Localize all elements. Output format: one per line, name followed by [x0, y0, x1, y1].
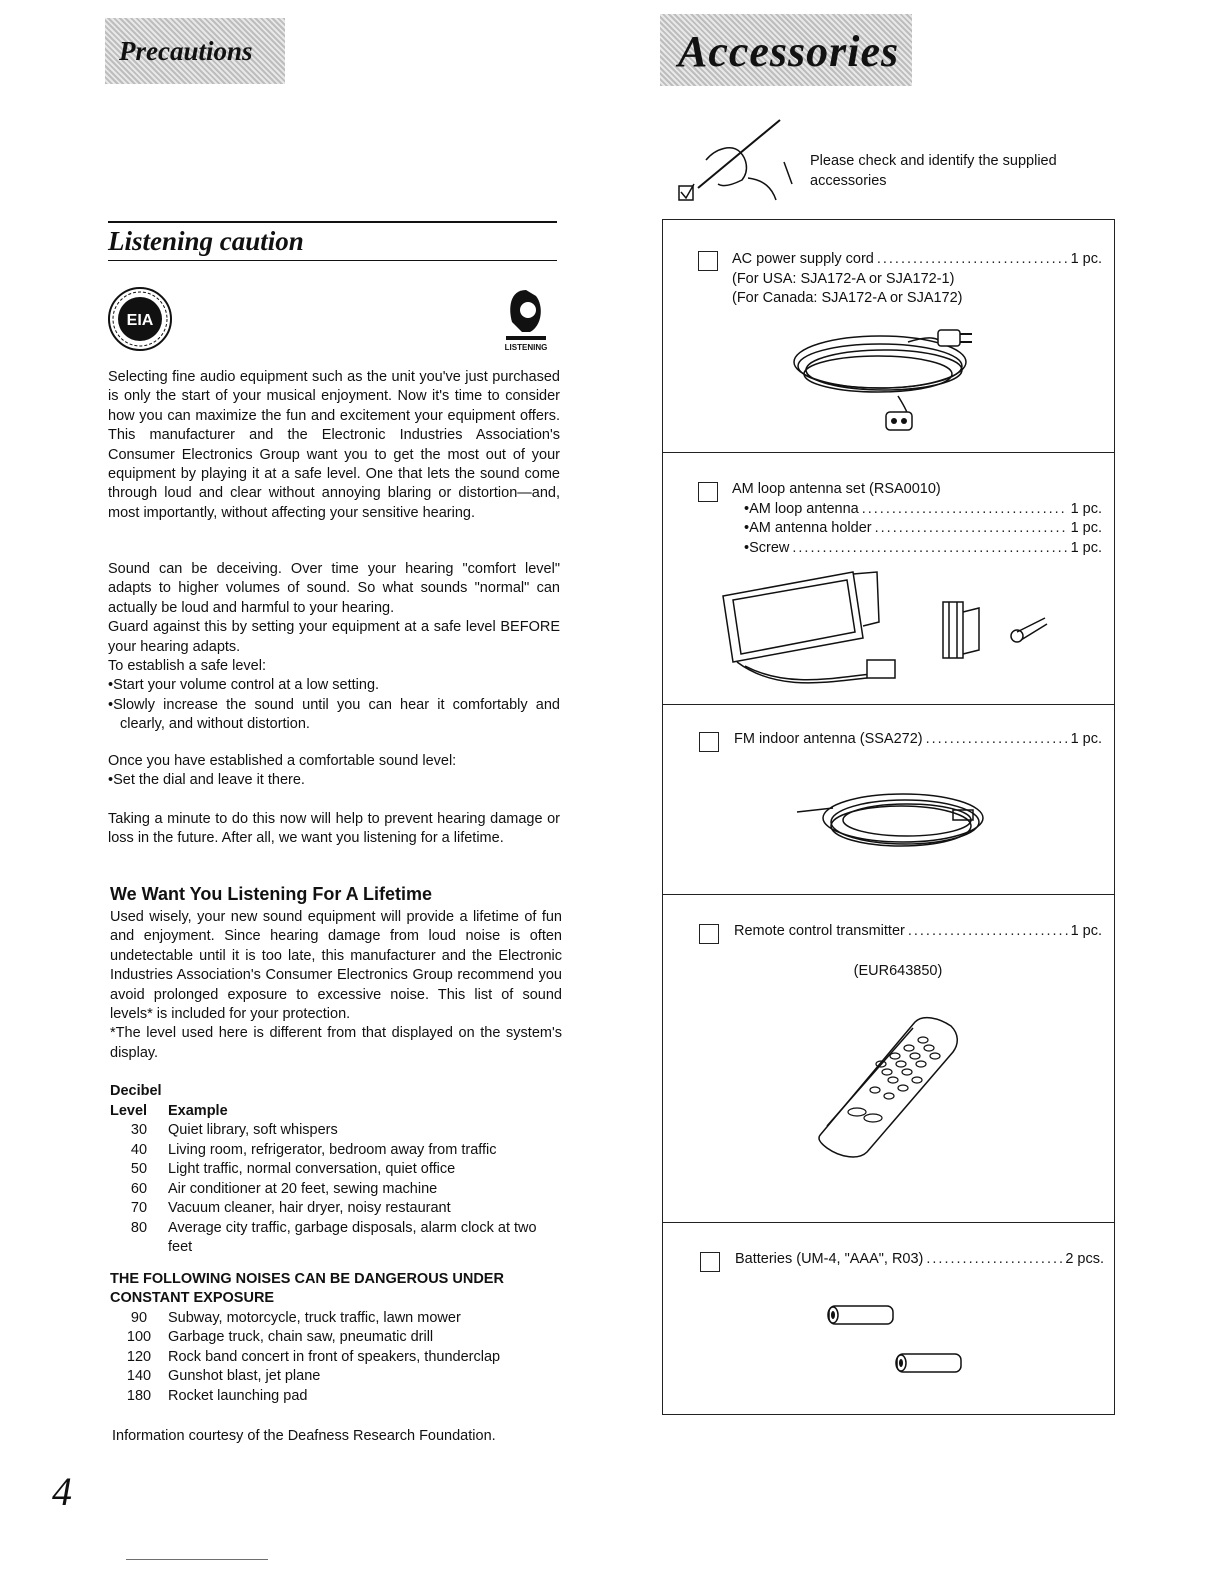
- hearing-paragraph: [108, 560, 560, 735]
- table-row: 30 Quiet library, soft whispers: [130, 1122, 338, 1138]
- decibel-rows: [110, 1121, 562, 1258]
- checkbox[interactable]: [698, 482, 718, 502]
- power-cord-illustration: [788, 316, 978, 436]
- item-line: FM indoor antenna (SSA272) ..... 1 pc.: [734, 730, 1102, 750]
- table-row: 90 Subway, motorcycle, truck traffic, lawn mower: [130, 1309, 461, 1326]
- precautions-tab: Precautions: [105, 18, 285, 84]
- item-details: [734, 922, 1102, 981]
- item-details: [734, 730, 1102, 750]
- pencil-check-icon: [676, 118, 796, 208]
- table-row: 50 Light traffic, normal conversation, quiet office: [130, 1161, 456, 1177]
- bullet-item: • Set the dial and leave it there.: [108, 771, 560, 790]
- table-head-level: Level: [110, 1102, 148, 1119]
- item-line: Remote control transmitter ..... 1 pc.: [734, 922, 1102, 942]
- item-note: (For Canada: SJA172-A or SJA172): [732, 290, 963, 306]
- accessories-box: [662, 219, 1115, 1415]
- section-title: Listening caution: [108, 226, 304, 256]
- establish-text: To establish a safe level:: [108, 658, 266, 675]
- section-bottom-rule: [108, 260, 557, 261]
- sub-item: • Screw ..... 1 pc.: [732, 539, 1102, 559]
- am-antenna-illustration: [717, 562, 1077, 694]
- checkbox[interactable]: [698, 251, 718, 271]
- danger-rows: [110, 1309, 562, 1407]
- used-wisely-text: Used wisely, your new sound equipment will provide a lifetime of fun and enjoyment. Since hearing damage from loud noise is often undetectable until it is too late, this manufacturer and the Electronic Industries Association's Consumer Electronics Group recommend you avoid prolonged exposure to excessive noise. This list of sound levels* is included for your protection.: [110, 909, 562, 1023]
- item-details: [732, 480, 1102, 558]
- used-wisely-paragraph: [110, 908, 562, 1063]
- footnote-text: *The level used here is different from that displayed on the system's display.: [110, 1025, 562, 1061]
- table-head-decibel: Decibel: [110, 1083, 162, 1099]
- table-row: 60 Air conditioner at 20 feet, sewing machine: [130, 1180, 438, 1197]
- checkbox[interactable]: [699, 924, 719, 944]
- table-row: 70 Vacuum cleaner, hair dryer, noisy restaurant: [130, 1200, 451, 1216]
- sub-item: • AM antenna holder ..... 1 pc.: [732, 519, 1102, 539]
- bullet-item: • Start your volume control at a low setting.: [108, 676, 560, 695]
- checkbox[interactable]: [699, 732, 719, 752]
- lifetime-heading: We Want You Listening For A Lifetime: [110, 884, 433, 904]
- table-row: 100 Garbage truck, chain saw, pneumatic drill: [126, 1329, 434, 1345]
- table-row: 80 Average city traffic, garbage disposals, alarm clock at two feet: [130, 1219, 537, 1255]
- item-details: [732, 250, 1102, 309]
- comfortable-text: Once you have established a comfortable sound level:: [108, 753, 457, 769]
- footer-link-line: [126, 1559, 268, 1560]
- model-number: (EUR643850): [853, 962, 943, 979]
- accessory-am-antenna: [663, 452, 1114, 705]
- listening-logo: [500, 286, 552, 356]
- deceiving-text: Sound can be deceiving. Over time your hearing "comfort level" adapts to higher volumes of sound. So what sounds "normal" can actually be loud and harmful to your hearing.: [108, 561, 560, 616]
- eia-seal-logo: [107, 286, 173, 352]
- table-row: 120 Rock band concert in front of speakers, thunderclap: [126, 1348, 501, 1365]
- footer-note: Information courtesy of the Deafness Research Foundation.: [112, 1428, 496, 1444]
- accessory-batteries: [663, 1222, 1114, 1414]
- intro-paragraph: Selecting fine audio equipment such as the unit you've just purchased is only the start of your musical enjoyment. Now it's time to consider how you can maximize the fun and excitement your equipment offers. This manufacturer and the Electronic Industries Association's Consumer Electronics Group want you to get the most out of your equipment by playing it at a safe level. One that lets the sound come through loud and clear without annoying blaring or distortion—and, most importantly, without affecting your sensitive hearing.: [108, 369, 560, 521]
- battery-icon: [823, 1302, 899, 1328]
- svg-text:EIA: EIA: [126, 312, 154, 329]
- table-head-example: Example: [168, 1102, 228, 1119]
- bullet-item: • Slowly increase the sound until you can hear it comfortably and clearly, and without distortion.: [108, 696, 560, 735]
- item-line: AC power supply cord ..... 1 pc.: [732, 250, 1102, 270]
- remote-illustration: [811, 1014, 961, 1160]
- accessory-remote: [663, 894, 1114, 1223]
- table-row: 140 Gunshot blast, jet plane: [126, 1368, 321, 1384]
- accessory-ac-cord: [663, 220, 1114, 453]
- battery-icon: [891, 1350, 967, 1376]
- lifetime-paragraph: Taking a minute to do this now will help to prevent hearing damage or loss in the future. After all, we want you listening for a lifetime.: [108, 811, 560, 847]
- danger-heading: THE FOLLOWING NOISES CAN BE DANGEROUS UNDER CONSTANT EXPOSURE: [110, 1270, 504, 1306]
- item-details: [735, 1250, 1104, 1270]
- sub-item: • AM loop antenna ..... 1 pc.: [732, 500, 1102, 520]
- checkbox[interactable]: [700, 1252, 720, 1272]
- svg-text:LISTENING: LISTENING: [504, 343, 548, 352]
- page-number: 4: [52, 1469, 72, 1514]
- table-row: 180 Rocket launching pad: [126, 1387, 308, 1404]
- item-line: AM loop antenna set (RSA0010): [732, 481, 941, 497]
- accessory-fm-antenna: [663, 704, 1114, 895]
- table-head-row: [110, 1102, 562, 1122]
- decibel-table: [110, 1082, 562, 1406]
- accessories-intro: Please check and identify the supplied accessories: [810, 153, 1057, 189]
- comfortable-paragraph: [108, 752, 560, 791]
- table-row: 40 Living room, refrigerator, bedroom away from traffic: [130, 1141, 497, 1158]
- accessories-tab: Accessories: [660, 14, 912, 86]
- fm-antenna-illustration: [793, 782, 993, 862]
- guard-text: Guard against this by setting your equipment at a safe level BEFORE your hearing adapts.: [108, 619, 560, 655]
- item-line: Batteries (UM-4, "AAA", R03) ..... 2 pcs.: [735, 1250, 1104, 1270]
- item-note: (For USA: SJA172-A or SJA172-1): [732, 270, 955, 287]
- section-top-rule: [108, 221, 557, 223]
